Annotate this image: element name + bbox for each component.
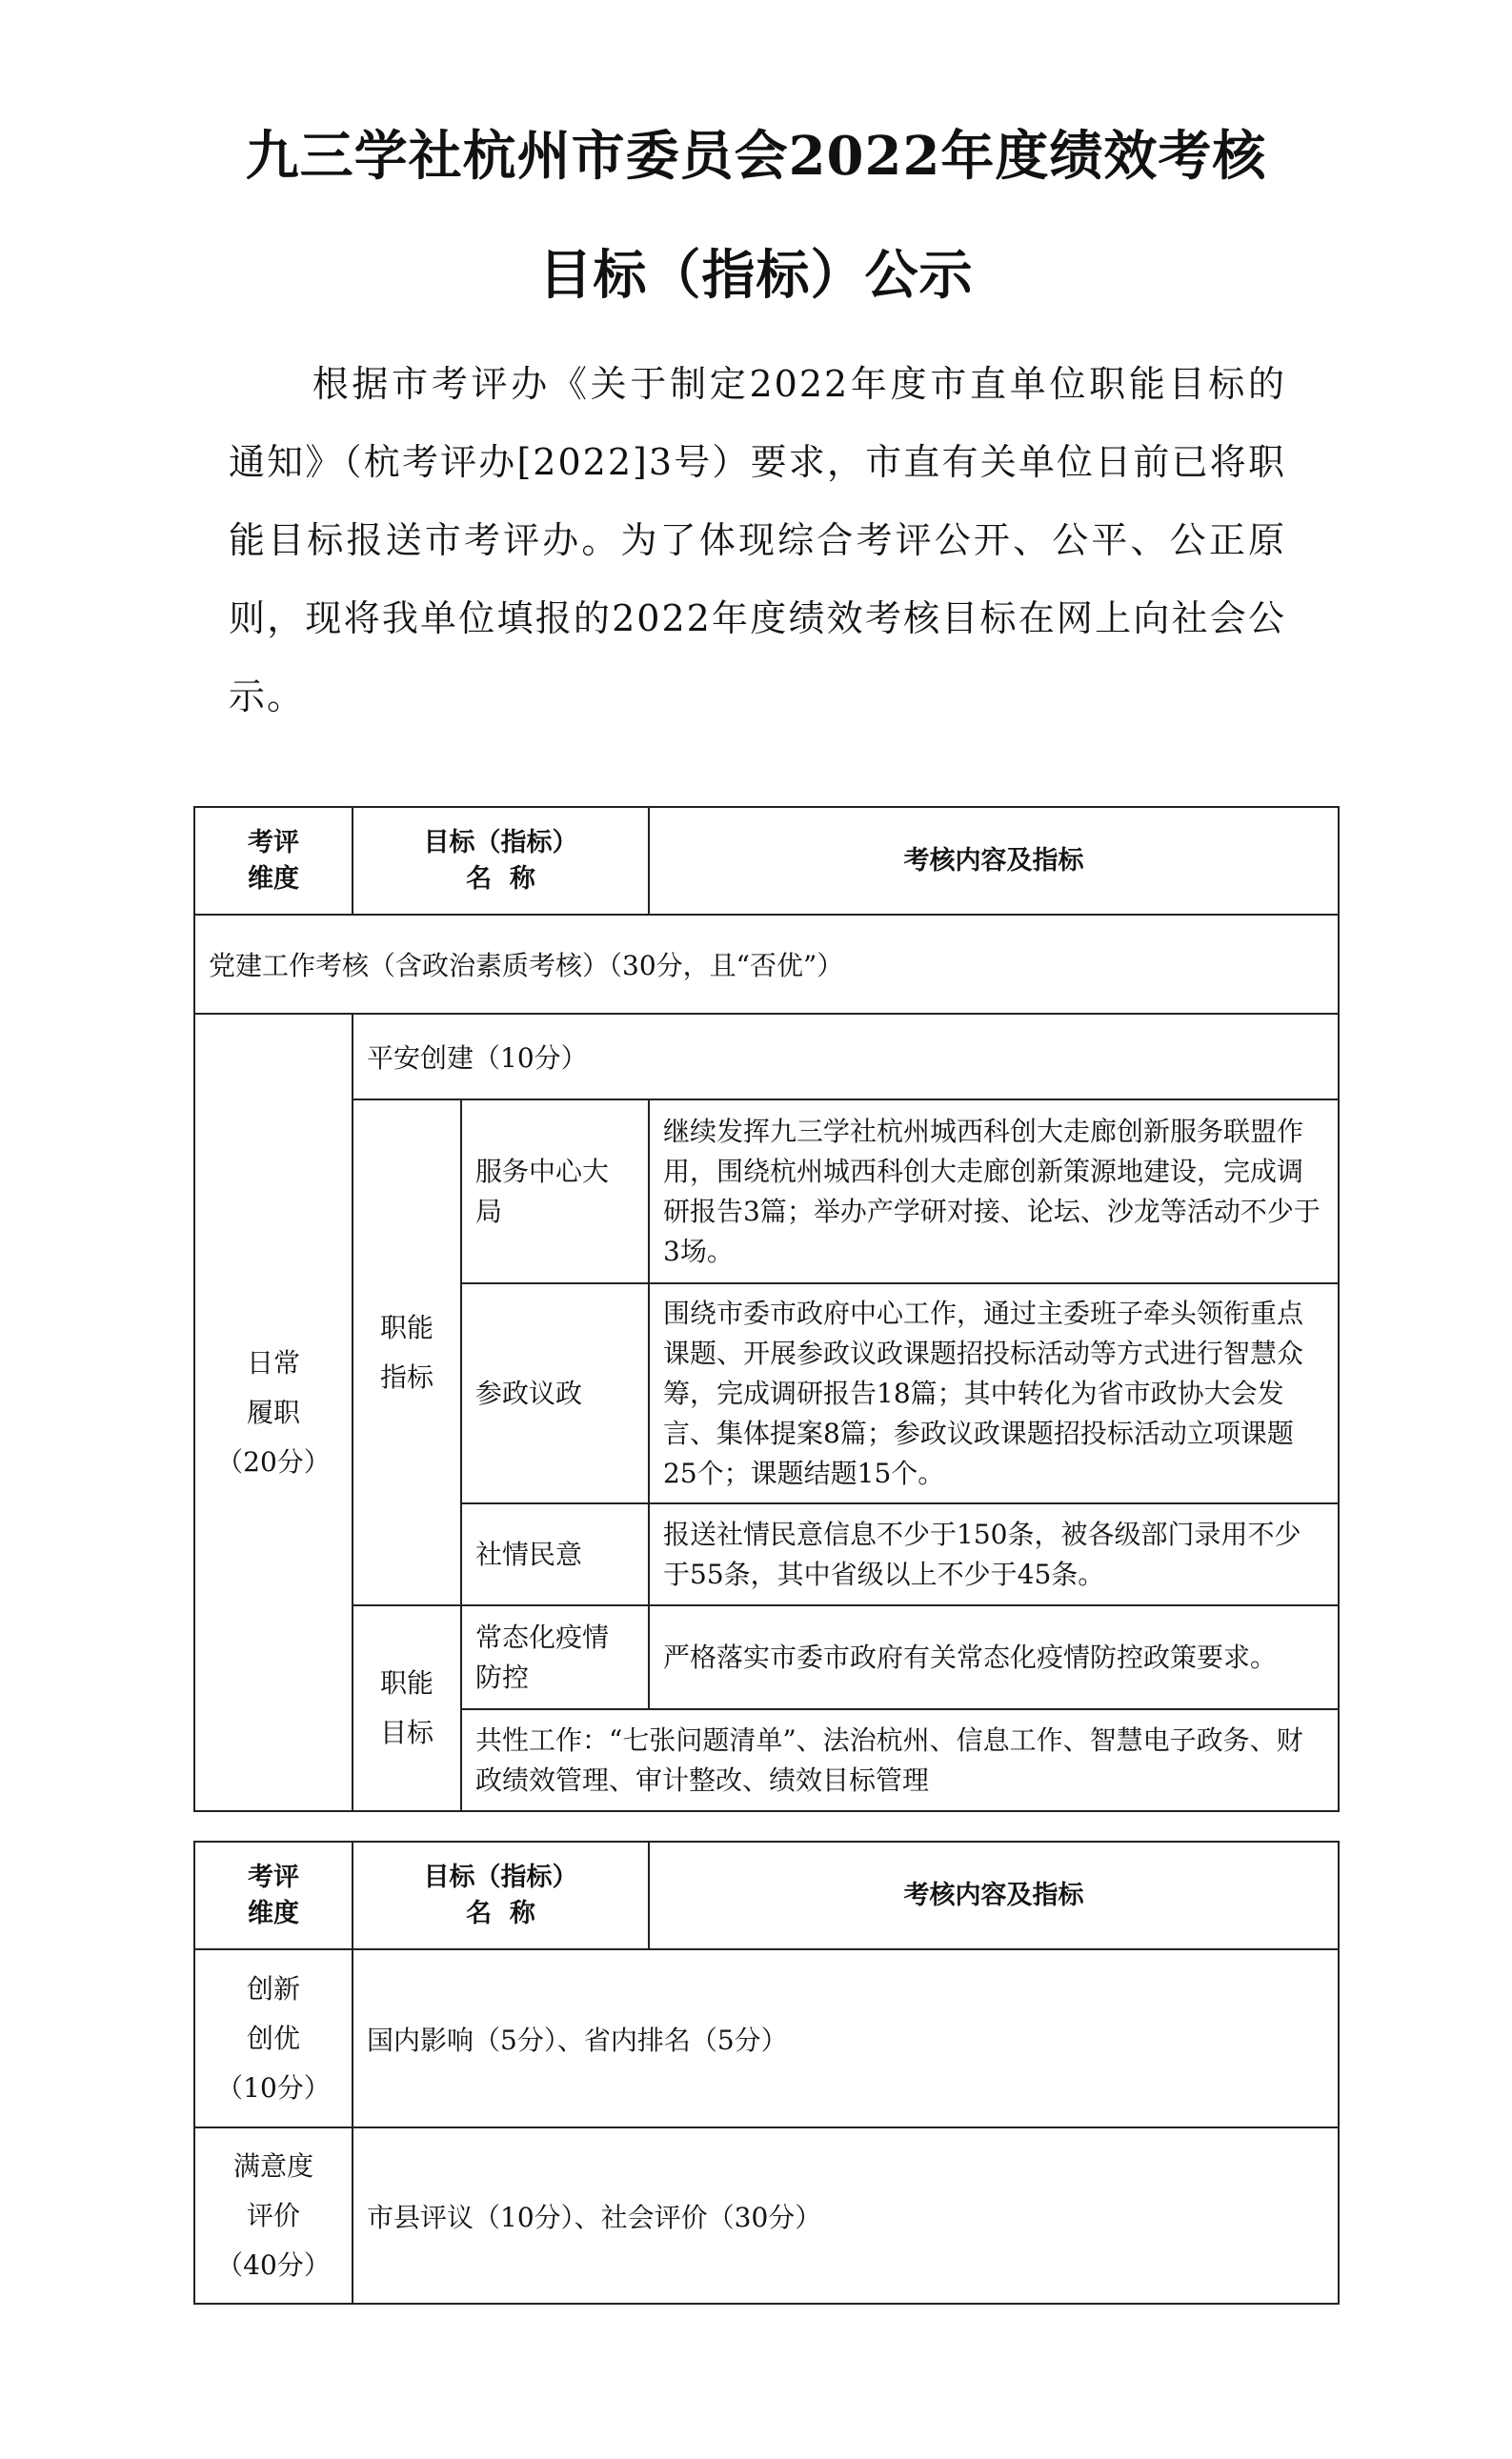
- party-building-cell: 党建工作考核（含政治素质考核）（30分，且“否优”）: [194, 915, 1339, 1014]
- dimension-line3: （40分）: [216, 2248, 331, 2281]
- table-row: [194, 1099, 1339, 1283]
- header-target-name: [353, 807, 649, 915]
- safety-row: [194, 1014, 1339, 1099]
- dimension-line2: 评价: [246, 2199, 300, 2231]
- document-title-line2: 目标（指标）公示: [538, 244, 974, 307]
- dimension-line3: （10分）: [216, 2071, 331, 2104]
- header-content: 考核内容及指标: [649, 1842, 1339, 1949]
- function-goal-line1: 职能: [379, 1667, 433, 1699]
- header-target-name: [353, 1842, 649, 1949]
- function-goal-line2: 目标: [379, 1717, 433, 1748]
- daily-duty-label: [194, 1014, 353, 1811]
- dimension-line1: 满意度: [232, 2149, 313, 2182]
- item-name: 社情民意: [461, 1503, 649, 1605]
- header-dimension-line2: 维度: [248, 1898, 299, 1928]
- goals-table-2: [193, 1841, 1340, 2305]
- table-row: [194, 1949, 1339, 2127]
- row-content: 市县评议（10分）、社会评价（30分）: [353, 2127, 1339, 2304]
- header-target-name-line1: 目标（指标）: [423, 1862, 578, 1892]
- daily-duty-line2: 履职: [246, 1396, 300, 1428]
- header-target-name-line1: 目标（指标）: [423, 827, 578, 857]
- header-dimension: [194, 1842, 353, 1949]
- dimension-label: [194, 2127, 353, 2304]
- item-content: 严格落实市委市政府有关常态化疫情防控政策要求。: [649, 1605, 1339, 1709]
- intro-paragraph: [229, 345, 1286, 736]
- party-building-row: [194, 915, 1339, 1014]
- item-name: 常态化疫情防控: [461, 1605, 649, 1709]
- row-content: 国内影响（5分）、省内排名（5分）: [353, 1949, 1339, 2127]
- function-goal-label: [353, 1605, 461, 1811]
- header-target-name-line2: 名 称: [466, 1898, 535, 1928]
- function-index-label: [353, 1099, 461, 1605]
- document-title-line1: 九三学社杭州市委员会2022年度绩效考核: [245, 125, 1267, 188]
- item-name: 服务中心大局: [461, 1099, 649, 1283]
- header-target-name-line2: 名 称: [466, 863, 535, 894]
- table-row: [194, 2127, 1339, 2304]
- common-work-cell: 共性工作：“七张问题清单”、法治杭州、信息工作、智慧电子政务、财政绩效管理、审计整改、绩效目标管理: [461, 1709, 1339, 1811]
- header-content: 考核内容及指标: [649, 807, 1339, 915]
- dimension-label: [194, 1949, 353, 2127]
- item-content: 围绕市委市政府中心工作，通过主委班子牵头领衔重点课题、开展参政议政课题招投标活动等方式进行智慧众筹，完成调研报告18篇；其中转化为省市政协大会发言、集体提案8篇；参政议政课题招投标活动立项课题25个；课题结题15个。: [649, 1283, 1339, 1503]
- item-content: 报送社情民意信息不少于150条，被各级部门录用不少于55条，其中省级以上不少于45条。: [649, 1503, 1339, 1605]
- header-dimension: [194, 807, 353, 915]
- goals-table-1: [193, 806, 1340, 1812]
- table-row: [194, 1605, 1339, 1709]
- header-dimension-line1: 考评: [248, 827, 299, 857]
- function-index-line2: 指标: [379, 1361, 433, 1393]
- daily-duty-line1: 日常: [246, 1346, 300, 1379]
- item-name: 参政议政: [461, 1283, 649, 1503]
- daily-duty-line3: （20分）: [216, 1445, 331, 1478]
- header-dimension-line1: 考评: [248, 1862, 299, 1892]
- intro-text: 根据市考评办《关于制定2022年度市直单位职能目标的通知》（杭考评办[2022]3号）要求，市直有关单位日前已将职能目标报送市考评办。为了体现综合考评公开、公平、公正原则，现将我单位填报的2022年度绩效考核目标在网上向社会公示。: [229, 363, 1286, 717]
- function-index-line1: 职能: [379, 1311, 433, 1343]
- item-content: 继续发挥九三学社杭州城西科创大走廊创新服务联盟作用，围绕杭州城西科创大走廊创新策源地建设，完成调研报告3篇；举办产学研对接、论坛、沙龙等活动不少于3场。: [649, 1099, 1339, 1283]
- header-dimension-line2: 维度: [248, 863, 299, 894]
- dimension-line2: 创优: [246, 2022, 300, 2054]
- safety-cell: 平安创建（10分）: [353, 1014, 1339, 1099]
- dimension-line1: 创新: [246, 1972, 300, 2005]
- table1-header-row: [194, 807, 1339, 915]
- table2-header-row: [194, 1842, 1339, 1949]
